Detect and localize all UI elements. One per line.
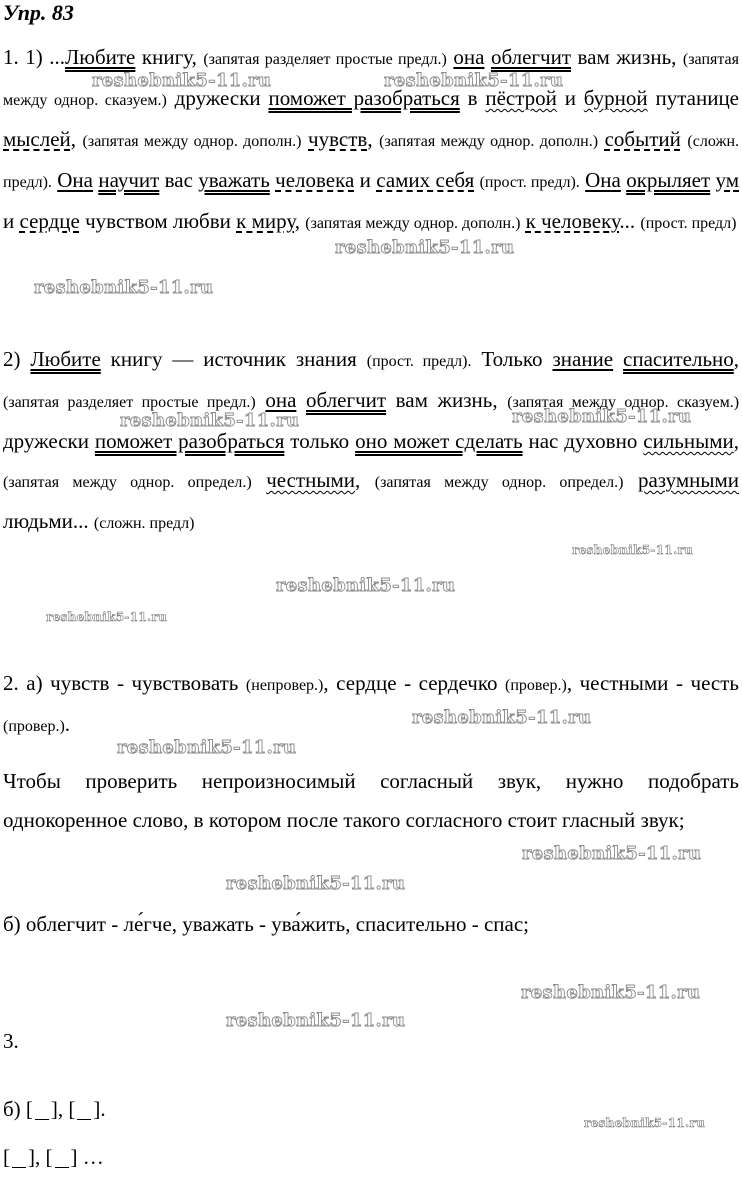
text: , [733,347,740,371]
note: (запятая между однор. сказуем.) [507,394,740,411]
note: (прост. предл). [479,174,580,191]
predicate: поможет разобраться [94,429,285,453]
paragraph-6: 3. [3,1029,19,1053]
text: Только [471,347,553,371]
stress-box [55,1151,69,1168]
watermark: reshebnik5-11.ru [226,1010,406,1031]
text: путанице [647,86,739,110]
text: книгу, [135,45,204,69]
stress-box [35,1103,49,1120]
object: человека [275,168,355,192]
predicate: Любите [30,347,101,371]
predicate: оно может сделать [355,429,523,453]
paragraph-4: Чтобы проверить непроизносимый согласный звук, нужно подобрать однокоренное слово, в котором после такого согласного стоит гласный звук; [3,769,739,832]
paragraph-1 [3,38,739,243]
watermark: reshebnik5-11.ru [46,610,168,624]
note: (непровер.) [245,677,324,694]
text: , [70,127,83,151]
text: вам жизнь, [571,45,683,69]
predicate: поможет разобраться [268,86,460,110]
watermark: reshebnik5-11.ru [226,873,406,894]
predicate: облегчит [306,388,387,412]
object: к человеку [525,209,620,233]
text: 2) [3,347,31,371]
text: вас [159,168,199,192]
text: б) [ [3,1097,33,1121]
note: (запятая между однор. определ.) [374,474,624,491]
watermark: reshebnik5-11.ru [412,707,592,728]
text: , [367,127,380,151]
note: (запятая между однор. дополн.) [305,215,521,232]
note: (запятая между однор. сказуем.) [3,51,740,109]
watermark: reshebnik5-11.ru [521,982,701,1003]
exercise-title: Упр. 83 [3,0,74,25]
text: , честными - честь [566,671,739,695]
watermark: reshebnik5-11.ru [276,575,456,596]
note: (запятая между однор. дополн.) [82,133,302,150]
text: ]. [93,1097,106,1121]
attribute: бурной [583,86,648,110]
watermark: reshebnik5-11.ru [384,70,564,91]
text: чувством любви [79,209,237,233]
predicate: научит [98,168,160,192]
text: , сердце - сердечко [323,671,506,695]
watermark: reshebnik5-11.ru [584,1116,706,1130]
watermark: reshebnik5-11.ru [120,410,300,431]
text: и [556,86,584,110]
paragraph-3 [3,664,739,746]
text: нас духовно [522,429,644,453]
text: . [64,712,71,736]
watermark: reshebnik5-11.ru [117,737,297,758]
stress-box [12,1151,26,1168]
watermark: reshebnik5-11.ru [92,70,272,91]
watermark: reshebnik5-11.ru [335,237,515,258]
note: (провер.) [505,677,567,694]
object: сердце [19,209,80,233]
text: книгу — источник знания [100,347,367,371]
text: , [733,429,740,453]
subject: знание [552,347,614,371]
text: , [354,468,375,492]
predicate: окрыляет [626,168,711,192]
note: (запятая разделяет простые предл.) [203,51,447,68]
object: самих себя [376,168,475,192]
predicate: спасительно [623,347,734,371]
watermark: reshebnik5-11.ru [512,406,692,427]
subject: она [265,388,297,412]
text: и [354,168,377,192]
note: (запятая между однор. определ.) [3,474,252,491]
text: ], [ [28,1145,53,1169]
text: 2. а) чувств - чувствовать [3,671,246,695]
text: ] … [70,1145,104,1169]
text: 1. 1) ... [3,45,66,69]
attribute: разумными [637,468,740,492]
text: [ [3,1145,10,1169]
predicate: облегчит [490,45,572,69]
text: только [284,429,356,453]
text: людьми... [3,509,94,533]
text: , [294,209,306,233]
note: (прост. предл) [640,215,737,232]
object: мыслей [3,127,71,151]
text: дружески [166,86,269,110]
predicate: Любите [65,45,136,69]
note: (прост. предл). [366,353,472,370]
attribute: честными [266,468,355,492]
object: ум [715,168,740,192]
stress-box [77,1103,91,1120]
watermark: reshebnik5-11.ru [522,843,702,864]
subject: она [453,45,485,69]
text: вам жизнь, [386,388,508,412]
attribute: сильными [643,429,734,453]
text: дружески [3,429,95,453]
subject: Она [57,168,93,192]
predicate: уважать [198,168,270,192]
note: (сложн. предл) [93,515,195,532]
subject: Она [585,168,621,192]
object: событий [604,127,681,151]
note: (запятая между однор. дополн.) [379,133,599,150]
object: чувств [308,127,368,151]
note: (провер.) [3,718,65,735]
note: (сложн. предл). [3,133,740,191]
text: ], [ [50,1097,76,1121]
watermark: reshebnik5-11.ru [572,543,694,557]
text: и [3,209,20,233]
text: в [459,86,486,110]
paragraph-5: б) облегчит - ле́гче, уважать - ува́жить, спасительно - спас; [3,912,529,936]
paragraph-2 [3,340,739,543]
paragraph-8 [3,1138,739,1177]
note: (запятая разделяет простые предл.) [3,394,256,411]
attribute: пёстрой [485,86,557,110]
object: к миру [236,209,295,233]
text: ... [619,209,641,233]
watermark: reshebnik5-11.ru [34,277,214,298]
